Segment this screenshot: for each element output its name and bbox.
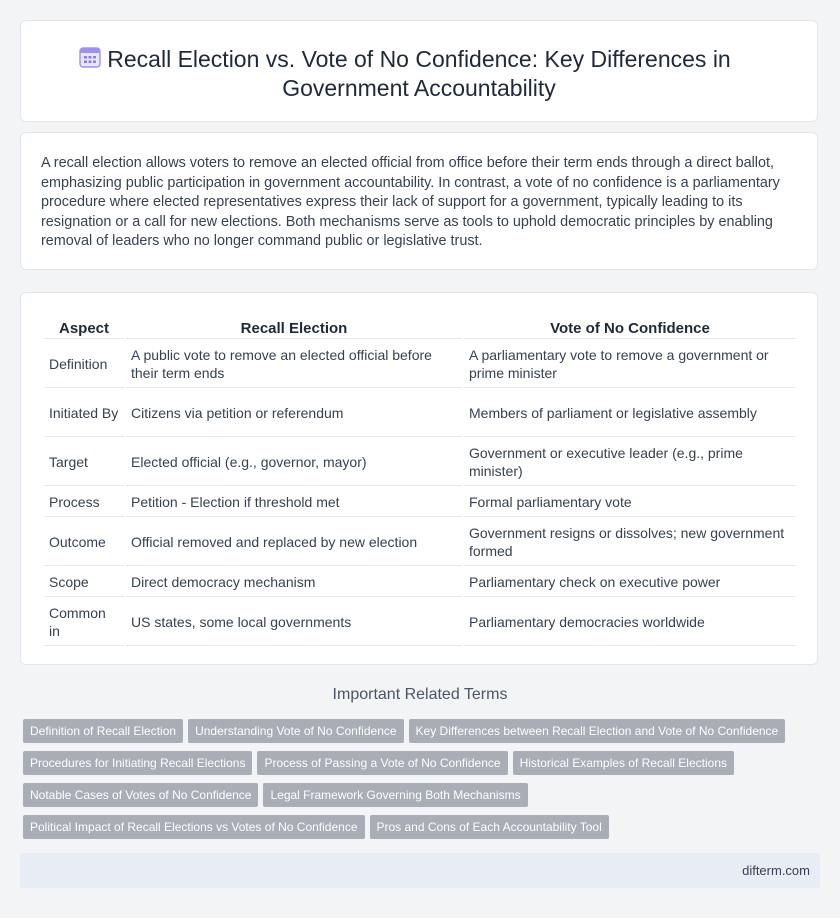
row-no-confidence: Government or executive leader (e.g., prime minister) [464, 439, 796, 486]
header-aspect: Aspect [44, 318, 124, 339]
table-row [44, 519, 796, 566]
header-vote-of-no-confidence: Vote of No Confidence [464, 318, 796, 339]
row-no-confidence: Formal parliamentary vote [464, 488, 796, 517]
row-no-confidence: Parliamentary democracies worldwide [464, 599, 796, 646]
row-aspect: Outcome [44, 519, 124, 566]
comparison-table-card [20, 292, 818, 665]
row-recall: Direct democracy mechanism [126, 568, 462, 597]
related-term-tag[interactable]: Procedures for Initiating Recall Elections [23, 751, 252, 775]
related-term-tag[interactable]: Political Impact of Recall Elections vs Votes of No Confidence [23, 815, 365, 839]
table-row [44, 341, 796, 388]
related-term-tag[interactable]: Process of Passing a Vote of No Confidence [257, 751, 507, 775]
row-no-confidence: Parliamentary check on executive power [464, 568, 796, 597]
table-row [44, 439, 796, 486]
row-no-confidence: Government resigns or dissolves; new government formed [464, 519, 796, 566]
row-recall: A public vote to remove an elected official before their term ends [126, 341, 462, 388]
page-title: Recall Election vs. Vote of No Confidence: Key Differences in Government Accountability [107, 46, 731, 101]
row-recall: Petition - Election if threshold met [126, 488, 462, 517]
related-term-tag[interactable]: Definition of Recall Election [23, 719, 183, 743]
related-term-tag[interactable]: Key Differences between Recall Election and Vote of No Confidence [409, 719, 786, 743]
row-recall: Elected official (e.g., governor, mayor) [126, 439, 462, 486]
footer [20, 853, 820, 888]
site-name[interactable]: difterm.com [742, 863, 810, 878]
related-terms-list [23, 719, 813, 847]
intro-card [20, 132, 818, 270]
related-term-tag[interactable]: Legal Framework Governing Both Mechanisms [263, 783, 527, 807]
header-card [20, 20, 818, 122]
related-terms-title: Important Related Terms [332, 686, 508, 703]
row-recall: Citizens via petition or referendum [126, 390, 462, 437]
row-aspect: Definition [44, 341, 124, 388]
row-recall: US states, some local governments [126, 599, 462, 646]
related-term-tag[interactable]: Notable Cases of Votes of No Confidence [23, 783, 258, 807]
comparison-table [42, 316, 798, 648]
table-row [44, 568, 796, 597]
table-row [44, 599, 796, 646]
row-aspect: Scope [44, 568, 124, 597]
row-recall: Official removed and replaced by new election [126, 519, 462, 566]
row-aspect: Process [44, 488, 124, 517]
row-aspect: Initiated By [44, 390, 124, 437]
row-no-confidence: A parliamentary vote to remove a government or prime minister [464, 341, 796, 388]
related-term-tag[interactable]: Historical Examples of Recall Elections [513, 751, 734, 775]
header-recall-election: Recall Election [126, 318, 462, 339]
row-no-confidence: Members of parliament or legislative assembly [464, 390, 796, 437]
table-row [44, 488, 796, 517]
table-header-row [44, 318, 796, 339]
table-row [44, 390, 796, 437]
intro-text: A recall election allows voters to remove an elected official from office before their term ends through a direct ballot, emphasizing public participation in government accountability. In contrast, a vote of no confidence is a parliamentary procedure where elected representatives express their lack of support for a government, typically leading to its resignation or a call for new elections. Both mechanisms serve as tools to uphold democratic principles by enabling removal of leaders who no longer command public or legislative trust. [41, 155, 780, 249]
row-aspect: Target [44, 439, 124, 486]
related-term-tag[interactable]: Pros and Cons of Each Accountability Tool [370, 815, 609, 839]
related-term-tag[interactable]: Understanding Vote of No Confidence [188, 719, 403, 743]
row-aspect: Common in [44, 599, 124, 646]
